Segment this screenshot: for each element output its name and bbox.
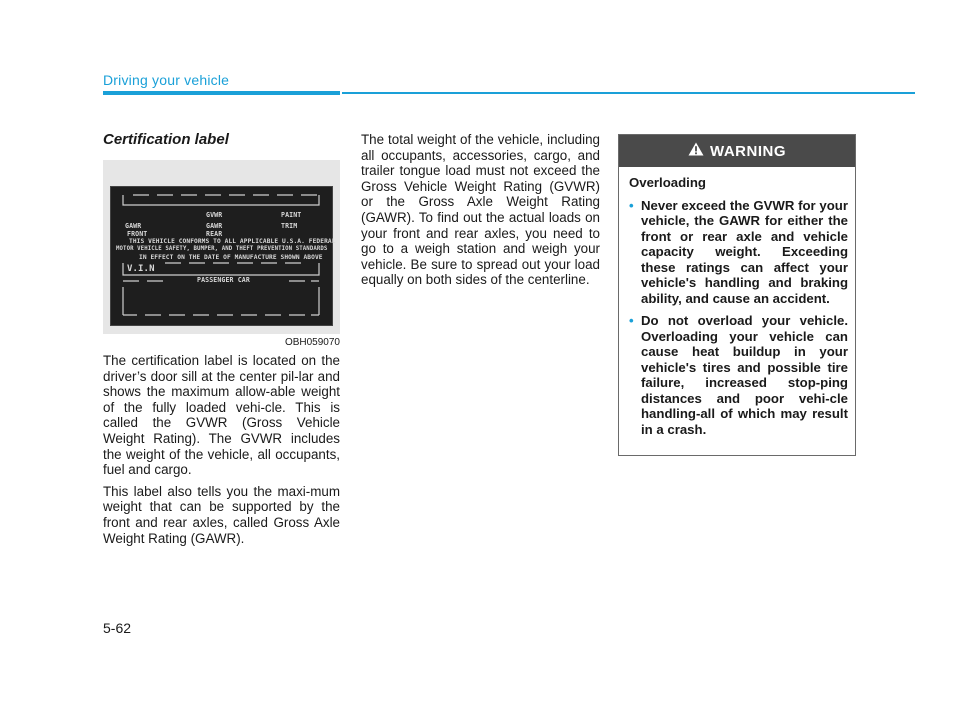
warning-body [619, 167, 855, 437]
bullet-icon: • [629, 197, 634, 213]
section-header: Driving your vehicle [103, 72, 230, 88]
warning-header [619, 135, 855, 167]
certification-label-figure [103, 160, 340, 334]
label-trim: TRIM [281, 222, 298, 230]
figure-code: OBH059070 [284, 337, 340, 348]
label-conformity-line1: THIS VEHICLE CONFORMS TO ALL APPLICABLE U.S.A. FEDERAL [129, 238, 336, 245]
label-front: FRONT [127, 230, 148, 238]
header-rule-thick [103, 91, 340, 95]
warning-list [629, 198, 848, 438]
warning-triangle-icon [688, 142, 704, 160]
warning-header-label: WARNING [710, 142, 786, 160]
warning-item: • Never exceed the GVWR for your vehicle, the GAWR for either the front or rear axle and vehicle capacity weight. Exceeding these ratings can affect your vehicle's handling and braking ability, and cause an accident. [629, 197, 848, 306]
warning-title: Overloading [629, 175, 706, 190]
label-gawr-left: GAWR [125, 222, 142, 230]
certification-label-image [110, 186, 336, 326]
label-paint: PAINT [281, 211, 302, 219]
label-conformity-line3: IN EFFECT ON THE DATE OF MANUFACTURE SHOWN ABOVE [139, 254, 323, 261]
paragraph: The certification label is located on the driver’s door sill at the center pil-lar and shows the maximum allow-able weight of the fully loaded vehi-cle. This is called the GVWR (Gross Vehicle Weight Rating). The GVWR includes the weight of the vehicle, all occupants, fuel and cargo. [103, 353, 340, 478]
left-column-text [103, 353, 340, 552]
label-gawr-mid: GAWR [206, 222, 223, 230]
warning-box [618, 134, 856, 456]
page-heading: Certification label [103, 131, 229, 148]
page-number: 5-62 [103, 620, 132, 636]
bullet-icon: • [629, 313, 634, 328]
label-gvwr: GVWR [206, 211, 223, 219]
paragraph: This label also tells you the maxi-mum weight that can be supported by the front and rear axles, called Gross Axle Weight Rating (GAWR). [103, 483, 340, 546]
warning-item: • Do not overload your vehicle. Overloading your vehicle can cause heat buildup in your vehicle's tires and possible tire failure, increased stop-ping distances and poor vehi-cle handling-all of which may result in a crash. [629, 313, 848, 437]
label-rear: REAR [206, 230, 223, 238]
label-conformity-line2: MOTOR VEHICLE SAFETY, BUMPER, AND THEFT PREVENTION STANDARDS [116, 246, 328, 252]
paragraph: The total weight of the vehicle, including all occupants, accessories, cargo, and trailer tongue load must not exceed the Gross Vehicle Weight Rating (GVWR) or the Gross Axle Weight Rating (GAWR). To find out the actual loads on your front and rear axles, you need to go to a weigh station and weigh your vehicle. Be sure to spread out your load equally on both sides of the centerline. [361, 132, 600, 288]
middle-column-text [361, 132, 600, 294]
label-vehicle-type: PASSENGER CAR [197, 276, 250, 284]
header-rule-thin [342, 92, 915, 94]
label-vin: V.I.N [127, 264, 155, 274]
